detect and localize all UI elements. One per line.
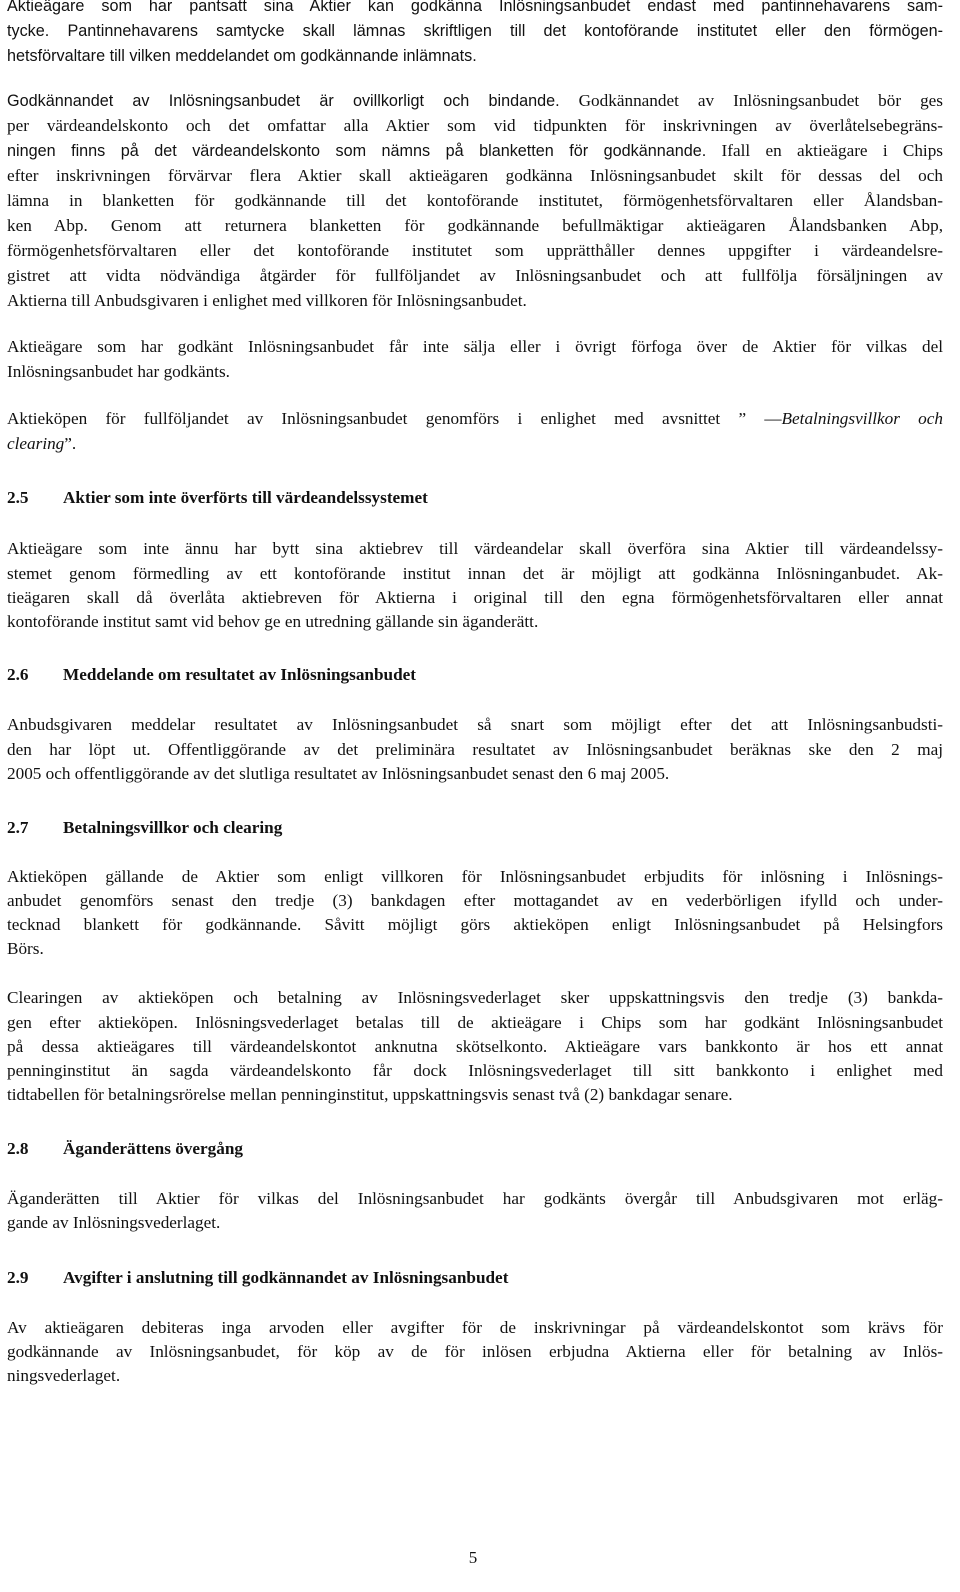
p1-line-1 bbox=[7, 89, 943, 113]
s25-line-2: stemet genom förmedling av ett kontoförande institut innan det är möjligt att godkänna Inlösninganbudet. Ak- bbox=[7, 564, 943, 583]
p1-line-2: per värdeandelskonto och det omfattar alla Aktier som vid tidpunkten för inskrivningen av överlåtelsebegräns- bbox=[7, 116, 943, 135]
p1-line-3 bbox=[7, 139, 943, 163]
p1-line-5: lämna in blanketten för godkännande till det kontoförande institutet, förmögenhetsförvaltaren eller Ålandsban- bbox=[7, 191, 943, 210]
s27-b-line-5: tidtabellen för betalningsrörelse mellan penninginstitut, uppskattningsvis senast två (2) bankdagar senare. bbox=[7, 1085, 733, 1104]
s25-line-4: kontoförande institut samt vid behov ge en utredning gällande sin äganderätt. bbox=[7, 612, 539, 631]
section-2-7-heading bbox=[7, 816, 282, 840]
section-title: Äganderättens övergång bbox=[63, 1139, 243, 1158]
s27-a-line-2: anbudet genomförs senast den tredje (3) bankdagen efter mottagandet av en vederbörligen ifylld och under- bbox=[7, 891, 943, 910]
p3-text: Aktieköpen för fullföljandet av Inlösningsanbudet genomförs i enlighet med avsnittet ” bbox=[7, 409, 747, 428]
s29-line-3: ningsvederlaget. bbox=[7, 1366, 121, 1385]
s25-line-1: Aktieägare som inte ännu har bytt sina aktiebrev till värdeandelar skall överföra sina Aktier till värdeandelssy- bbox=[7, 539, 943, 558]
section-title: Aktier som inte överförts till värdeandelssystemet bbox=[63, 488, 428, 507]
s27-a-line-1: Aktieköpen gällande de Aktier som enligt villkoren för Inlösningsanbudet erbjudits för inlösning i Inlösnings- bbox=[7, 867, 943, 886]
p3-dash: — bbox=[746, 409, 782, 428]
p1-line-9: Aktierna till Anbudsgivaren i enlighet med villkoren för Inlösningsanbudet. bbox=[7, 291, 527, 310]
section-number: 2.8 bbox=[7, 1139, 29, 1158]
s25-line-3: tieägaren skall då överlåta aktiebreven för Aktierna i original till den egna förmögenhetsförvaltaren eller annat bbox=[7, 588, 943, 607]
s28-line-2: gande av Inlösningsvederlaget. bbox=[7, 1213, 221, 1232]
p1-arial-sentence-1: Godkännandet av Inlösningsanbudet är ovillkorligt och bindande. bbox=[7, 92, 560, 110]
section-title: Avgifter i anslutning till godkännandet av Inlösningsanbudet bbox=[63, 1268, 509, 1287]
p3-end: ”. bbox=[64, 434, 77, 453]
p1-line-6: ken Abp. Genom att returnera blanketten för godkännande befullmäktigar aktieägaren Ålandsbanken Abp, bbox=[7, 216, 943, 235]
s26-line-1: Anbudsgivaren meddelar resultatet av Inlösningsanbudet så snart som möjligt efter det att Inlösningsanbudsti- bbox=[7, 715, 943, 734]
section-2-8-heading bbox=[7, 1137, 243, 1161]
p1-line-8: gistret att vidta nödvändiga åtgärder för fullföljandet av Inlösningsanbudet och att fullfölja försäljningen av bbox=[7, 266, 943, 285]
section-number: 2.9 bbox=[7, 1268, 29, 1287]
s27-b-line-3: på dessa aktieägares till värdeandelskontot anknutna skötselkonto. Aktieägare vars bankkonto är hos ett annat bbox=[7, 1037, 943, 1056]
p3-section-ref: Betalningsvillkor och bbox=[781, 409, 944, 428]
intro-line-3: hetsförvaltare till vilken meddelandet om godkännande inlämnats. bbox=[7, 47, 477, 65]
s27-b-line-2: gen efter aktieköpen. Inlösningsvederlaget betalas till de aktieägare i Chips som har godkänt Inlösningsanbudet bbox=[7, 1013, 943, 1032]
s26-line-3: 2005 och offentliggörande av det slutliga resultatet av Inlösningsanbudet senast den 6 maj 2005. bbox=[7, 764, 670, 783]
p1-sentence-3: Ifall en aktieägare i Chips bbox=[706, 141, 943, 160]
section-2-9-heading bbox=[7, 1266, 508, 1290]
section-2-5-heading bbox=[7, 486, 428, 510]
p1-line-7: förmögenhetsförvaltaren eller det kontoförande institutet som upprätthåller dennes uppgifter i värdeandelsre- bbox=[7, 241, 943, 260]
page-number: 5 bbox=[468, 1548, 478, 1567]
section-title: Betalningsvillkor och clearing bbox=[63, 818, 283, 837]
s28-line-1: Äganderätten till Aktier för vilkas del Inlösningsanbudet har godkänts övergår till Anbudsgivaren mot erläg- bbox=[7, 1189, 943, 1208]
p3-section-ref-cont: clearing bbox=[7, 434, 65, 453]
s26-line-2: den har löpt ut. Offentliggörande av det preliminära resultatet av Inlösningsanbudet beräknas ske den 2 maj bbox=[7, 740, 943, 759]
s29-line-2: godkännande av Inlösningsanbudet, för köp av de för inlösen erbjudna Aktierna eller för betalning av Inlös- bbox=[7, 1342, 943, 1361]
intro-line-1: Aktieägare som har pantsatt sina Aktier kan godkänna Inlösningsanbudet endast med pantinnehavarens sam- bbox=[7, 0, 943, 15]
s27-a-line-4: Börs. bbox=[7, 939, 44, 958]
s27-b-line-1: Clearingen av aktieköpen och betalning av Inlösningsvederlaget sker uppskattningsvis den tredje (3) bankda- bbox=[7, 988, 943, 1007]
section-2-6-heading bbox=[7, 663, 416, 687]
section-number: 2.7 bbox=[7, 818, 29, 837]
p1-arial-sentence-2: ningen finns på det värdeandelskonto som nämns på blanketten för godkännande. bbox=[7, 142, 707, 160]
s27-b-line-4: penninginstitut än sagda värdeandelskonto får dock Inlösningsvederlaget till sitt bankkonto i enlighet med bbox=[7, 1061, 943, 1080]
section-number: 2.5 bbox=[7, 488, 29, 507]
p1-sentence-2: Godkännandet av Inlösningsanbudet bör ges bbox=[559, 91, 943, 110]
section-title: Meddelande om resultatet av Inlösningsanbudet bbox=[63, 665, 417, 684]
s29-line-1: Av aktieägaren debiteras inga arvoden eller avgifter för de inskrivningar på värdeandelskontot som krävs för bbox=[7, 1318, 943, 1337]
p1-line-4: efter inskrivningen förvärvar flera Aktier skall aktieägaren godkänna Inlösningsanbudet skilt för dessas del och bbox=[7, 166, 943, 185]
section-number: 2.6 bbox=[7, 665, 29, 684]
p3-line-2 bbox=[7, 432, 943, 456]
p3-line-1 bbox=[7, 407, 943, 431]
intro-line-2: tycke. Pantinnehavarens samtycke skall lämnas skriftligen till det kontoförande institutet eller den förmögen- bbox=[7, 22, 943, 40]
p2-line-1: Aktieägare som har godkänt Inlösningsanbudet får inte sälja eller i övrigt förfoga över de Aktier för vilkas del bbox=[7, 337, 943, 356]
s27-a-line-3: tecknad blankett för godkännande. Såvitt möjligt görs aktieköpen enligt Inlösningsanbudet på Helsingfors bbox=[7, 915, 943, 934]
p2-line-2: Inlösningsanbudet har godkänts. bbox=[7, 362, 230, 381]
